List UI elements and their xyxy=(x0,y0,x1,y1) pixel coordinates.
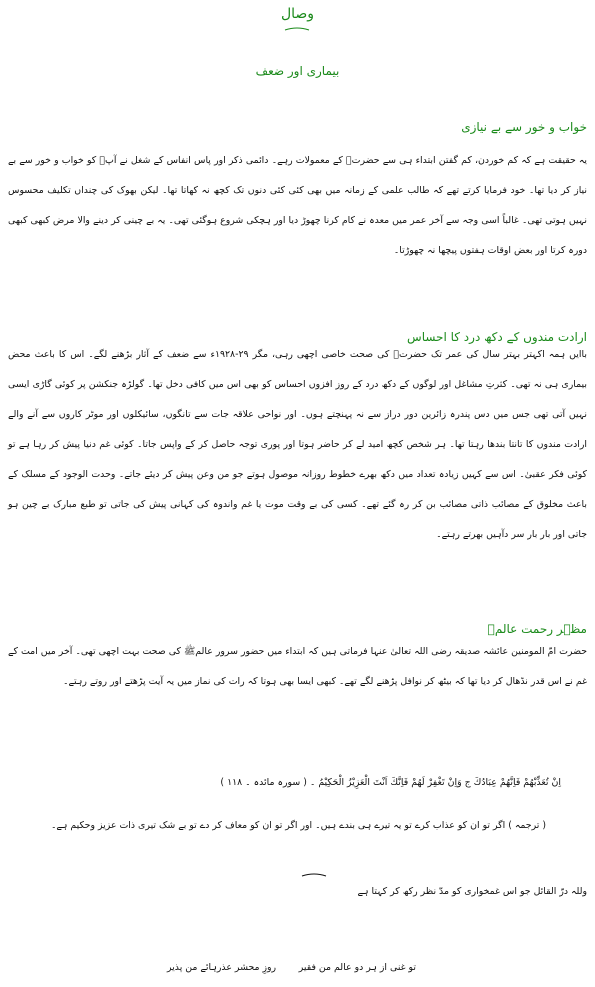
section-paragraph-2: باایں ہمہ اکہتر بہتر سال کی عمر تک حضرتؒ کی صحت خاصی اچھی رہی، مگر ۲۹-۱۹۲۸ء سے ضعف کے آثار بڑھنے لگے۔ اس کا باعث محض بیماری ہی نہ تھی۔ کثرتِ مشاغل اور لوگوں کے دکھ درد کے روز افزوں احساس کو بھی اس میں کافی دخل تھا۔ گولڑہ جنکشن پر کوئی گاڑی ایسی نہیں آتی تھی جس میں دس پندرہ زائرین دور دراز سے نہ پہنچتے ہوں۔ اور نواحی علاقہ جات سے تانگوں، سائیکلوں اور موٹر کاروں سے آنے والے ارادت مندوں کا تانتا بندھا رہتا تھا۔ ہر شخص کچھ امید لے کر حاضر ہوتا اور پوری توجہ حاصل کر کے واپس جاتا۔ کوئی غم دنیا پیش کر رہا ہے تو کوئی فکر عقبیٰ۔ اس سے کہیں زیادہ تعداد میں دکھ بھرے خطوط روزانہ موصول ہوتے جو من وعن پیش کر دیئے جاتے۔ وحدت الوجود کے مسلک کے باعث مخلوق کے مصائب ذاتی مصائب بن کر رہ گئے تھے۔ کسی کی بے وقت موت یا غم واندوہ کی کہانی پیش کی جاتی تو طبع مبارک بے چین ہو جاتی اور بار بار سر دآہیں بھرتے رہتے۔ xyxy=(8,349,587,540)
verse-translation: ( ترجمہ ) اگر تو ان کو عذاب کرے تو یہ تیرے ہی بندے ہیں۔ اور اگر تو ان کو معاف کر دے تو بے شک تیری ذات عزیز وحکیم ہے۔ xyxy=(50,820,546,831)
closing-ornament xyxy=(301,871,327,879)
closing-line: وللہ درّ القائل جو اس غمخواری کو مدّ نظر رکھ کر کہتا ہے xyxy=(357,886,587,897)
title-ornament xyxy=(284,25,310,33)
section-paragraph-1: یہ حقیقت ہے کہ کم خوردن، کم گفتن ابتداء ہی سے حضرتؒ کے معمولات رہے۔ دائمی ذکر اور پاس انفاس کے شغل نے آپؒ کو خواب و خور سے بے نیاز کر دیا تھا۔ خود فرمایا کرتے تھے کہ طالب علمی کے زمانہ میں بھی کئی کئی دنوں تک کچھ نہ کھاتا تھا۔ لیکن بھوک کی چنداں تکلیف محسوس نہیں ہوتی تھی۔ غالباً اسی وجہ سے آخر عمر میں معدہ نے کام کرنا چھوڑ دیا اور ہچکی شروع ہوگئی تھی۔ یہ بے چینی کر دینے والا مرض کبھی کبھی دورہ کرتا اور بعض اوقات ہفتوں پیچھا نہ چھوڑتا۔ xyxy=(8,155,587,256)
couplet-first-hemistich: تو غنی از ہر دو عالم من فقیر xyxy=(298,962,416,973)
section-heading-3: مظہر رحمت عالمؐ xyxy=(487,622,587,636)
section-heading-1: خواب و خور سے بے نیازی xyxy=(461,120,587,134)
section-paragraph-3: حضرت امّ المومنین عائشہ صدیقہ رضی اللہ تعالیٰ عنہا فرماتی ہیں کہ ابتداء میں حضور سرور عالمﷺ کی صحت بہت اچھی تھی۔ آخر میں امت کے غم نے اس قدر نڈھال کر دیا تھا کہ بیٹھ کر نوافل پڑھنے لگے تھے۔ کبھی ایسا بھی ہوتا کہ رات کی نماز میں یہ آیت پڑھتے اور روتے رہتے۔ xyxy=(8,646,587,687)
chapter-title: وصال xyxy=(280,6,315,22)
quran-verse: اِنْ تُعَذِّبْهُمْ فَاِنَّهُمْ عِبَادُكَ ج وَاِنْ تَغْفِرْ لَهُمْ فَاِنَّكَ اَنْتَ الْعَزِيْزُ الْحَكِيْمُ ۔ ( سورہ مائدہ ۔ ۱۱۸ ) xyxy=(220,777,561,788)
chapter-subtitle: بیماری اور ضعف xyxy=(255,64,340,78)
section-heading-2: ارادت مندوں کے دکھ درد کا احساس xyxy=(407,330,587,344)
couplet-second-hemistich: روزِ محشر عذرہائے من پذیر xyxy=(167,962,277,973)
document-page xyxy=(8,0,587,987)
